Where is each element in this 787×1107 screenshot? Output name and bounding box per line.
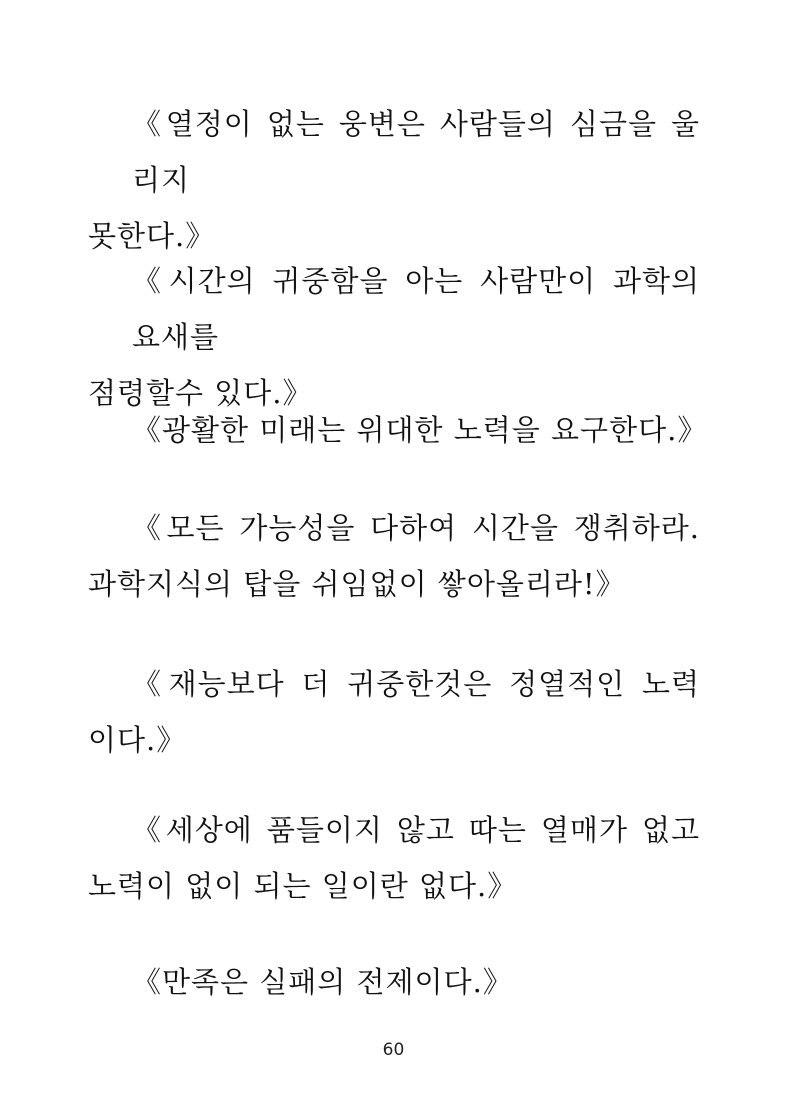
quote-2 [88, 253, 700, 421]
quote-line: 과학지식의 탑을 쉬임없이 쌓아올리라!》 [88, 567, 626, 601]
quote-5 [88, 656, 700, 768]
quote-3 [88, 402, 708, 458]
quote-line: 《재능보다 더 귀중한것은 정열적인 노력 [132, 667, 700, 701]
quote-line: 《모든 가능성을 다하여 시간을 쟁취하라. [132, 511, 700, 545]
quote-line: 《만족은 실패의 전제이다.》 [132, 965, 513, 999]
quote-line: 못한다.》 [88, 219, 216, 253]
quote-line: 《세상에 품들이지 않고 따는 열매가 없고 [132, 813, 700, 847]
quote-7 [88, 954, 700, 1010]
page-number: 60 [382, 1040, 405, 1060]
quote-line: 노력이 없이 되는 일이란 없다.》 [88, 869, 518, 903]
quote-6 [88, 802, 700, 914]
quote-1 [88, 96, 700, 264]
quote-line: 이다.》 [88, 723, 187, 757]
quote-line: 《광활한 미래는 위대한 노력을 요구한다.》 [132, 413, 708, 447]
quote-line: 《시간의 귀중함을 아는 사람만이 과학의 요새를 [132, 264, 700, 354]
quote-line: 점령할수 있다.》 [88, 376, 313, 410]
quote-line: 《열정이 없는 웅변은 사람들의 심금을 울리지 [132, 107, 700, 197]
quote-4 [88, 500, 700, 612]
